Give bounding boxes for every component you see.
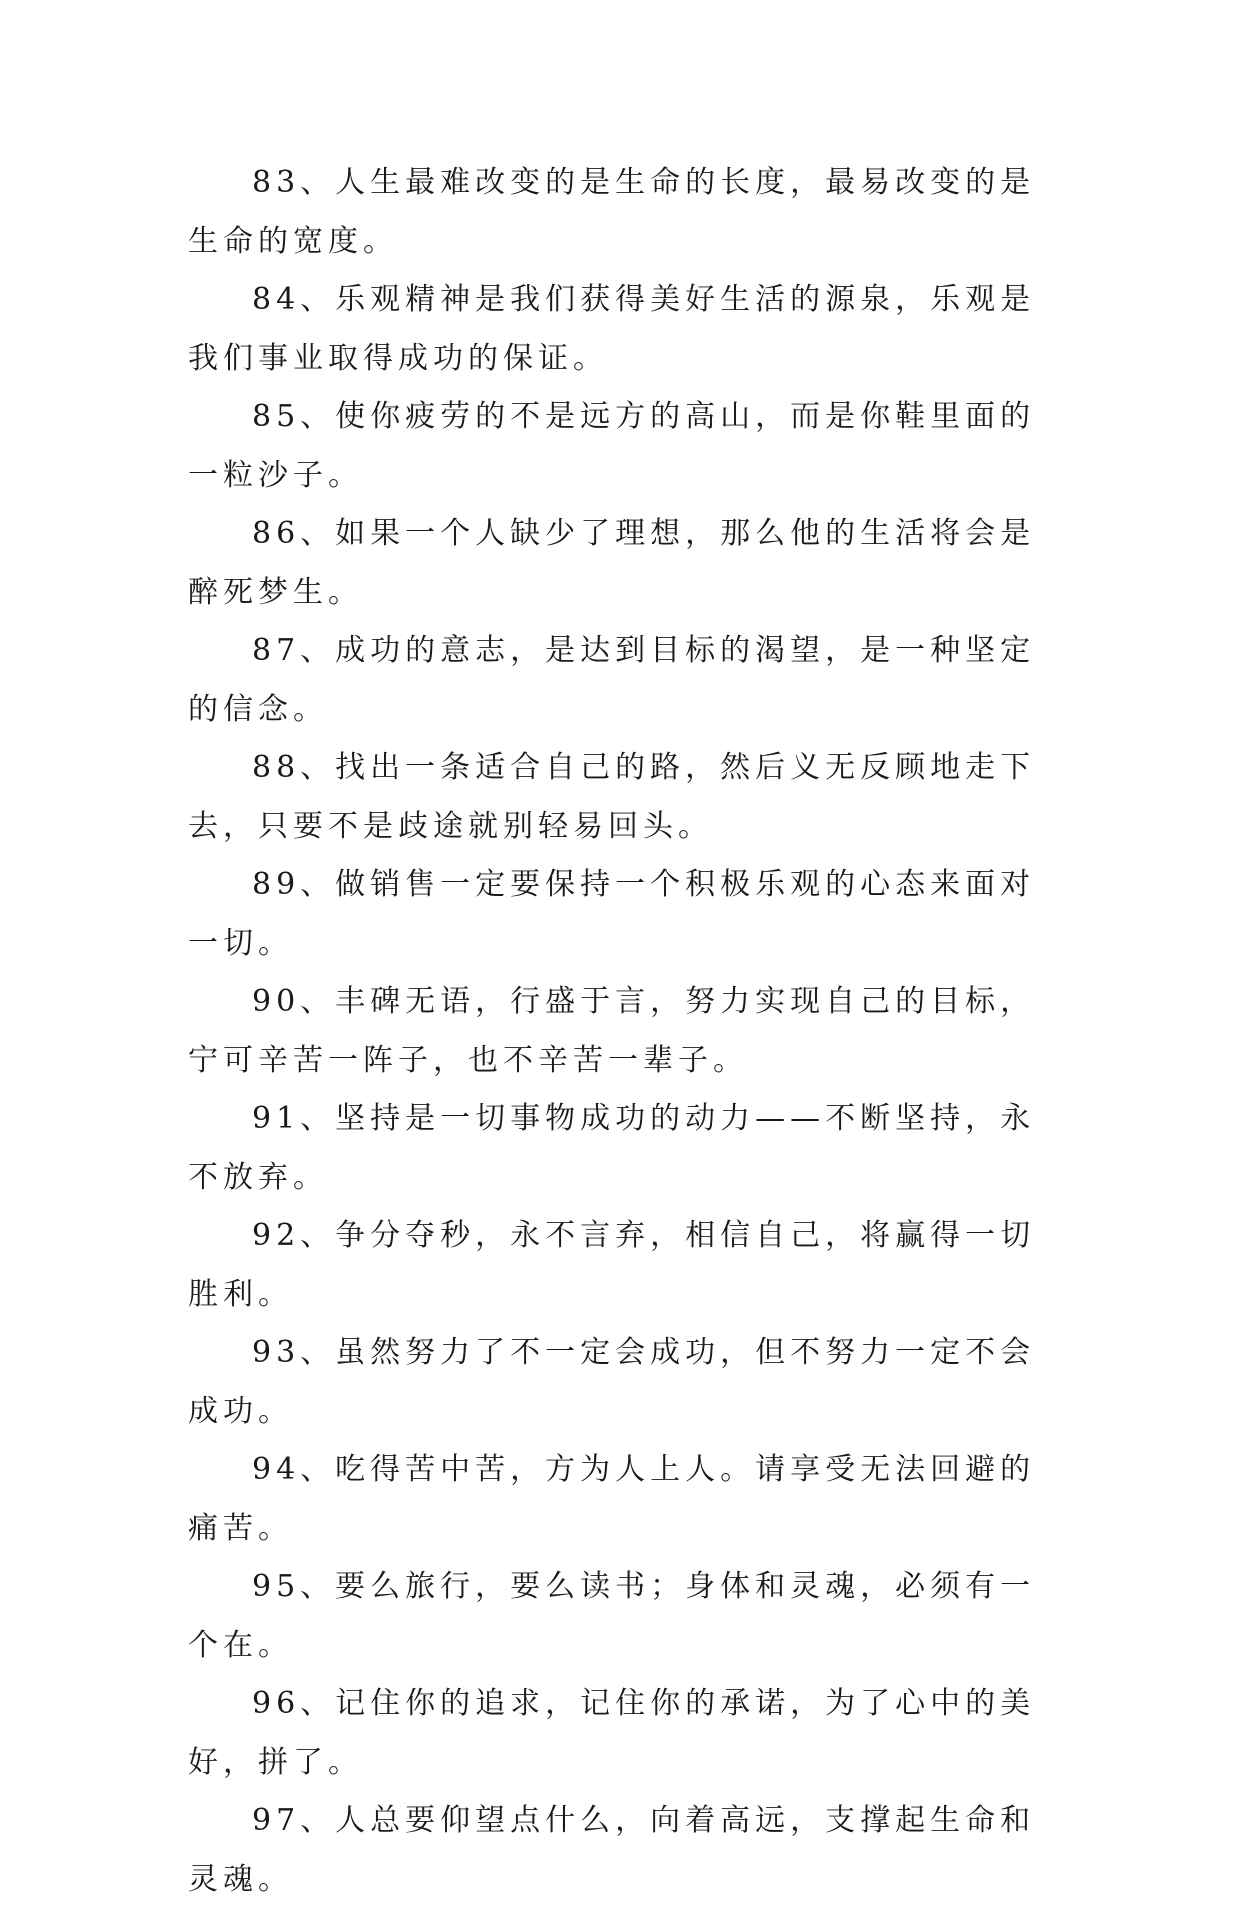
paragraph-86: 86、如果一个人缺少了理想，那么他的生活将会是醉死梦生。 (188, 516, 1036, 610)
paragraph-96: 96、记住你的追求，记住你的承诺，为了心中的美好，拼了。 (188, 1686, 1036, 1780)
paragraph-88: 88、找出一条适合自己的路，然后义无反顾地走下去，只要不是歧途就别轻易回头。 (188, 750, 1036, 844)
document-body (188, 154, 1068, 1909)
paragraph-90: 90、丰碑无语，行盛于言，努力实现自己的目标，宁可辛苦一阵子，也不辛苦一辈子。 (188, 984, 1036, 1078)
paragraph-93: 93、虽然努力了不一定会成功，但不努力一定不会成功。 (188, 1335, 1036, 1429)
paragraph-92: 92、争分夺秒，永不言弃，相信自己，将赢得一切胜利。 (188, 1218, 1036, 1312)
paragraph-97: 97、人总要仰望点什么，向着高远，支撑起生命和灵魂。 (188, 1803, 1036, 1897)
paragraph-84: 84、乐观精神是我们获得美好生活的源泉，乐观是我们事业取得成功的保证。 (188, 282, 1036, 376)
paragraph-87: 87、成功的意志，是达到目标的渴望，是一种坚定的信念。 (188, 633, 1036, 727)
paragraph-95: 95、要么旅行，要么读书；身体和灵魂，必须有一个在。 (188, 1569, 1036, 1663)
paragraph-91: 91、坚持是一切事物成功的动力——不断坚持，永不放弃。 (188, 1101, 1036, 1195)
paragraph-89: 89、做销售一定要保持一个积极乐观的心态来面对一切。 (188, 867, 1036, 961)
paragraph-94: 94、吃得苦中苦，方为人上人。请享受无法回避的痛苦。 (188, 1452, 1036, 1546)
paragraph-83: 83、人生最难改变的是生命的长度，最易改变的是生命的宽度。 (188, 165, 1036, 259)
paragraph-85: 85、使你疲劳的不是远方的高山，而是你鞋里面的一粒沙子。 (188, 399, 1036, 493)
